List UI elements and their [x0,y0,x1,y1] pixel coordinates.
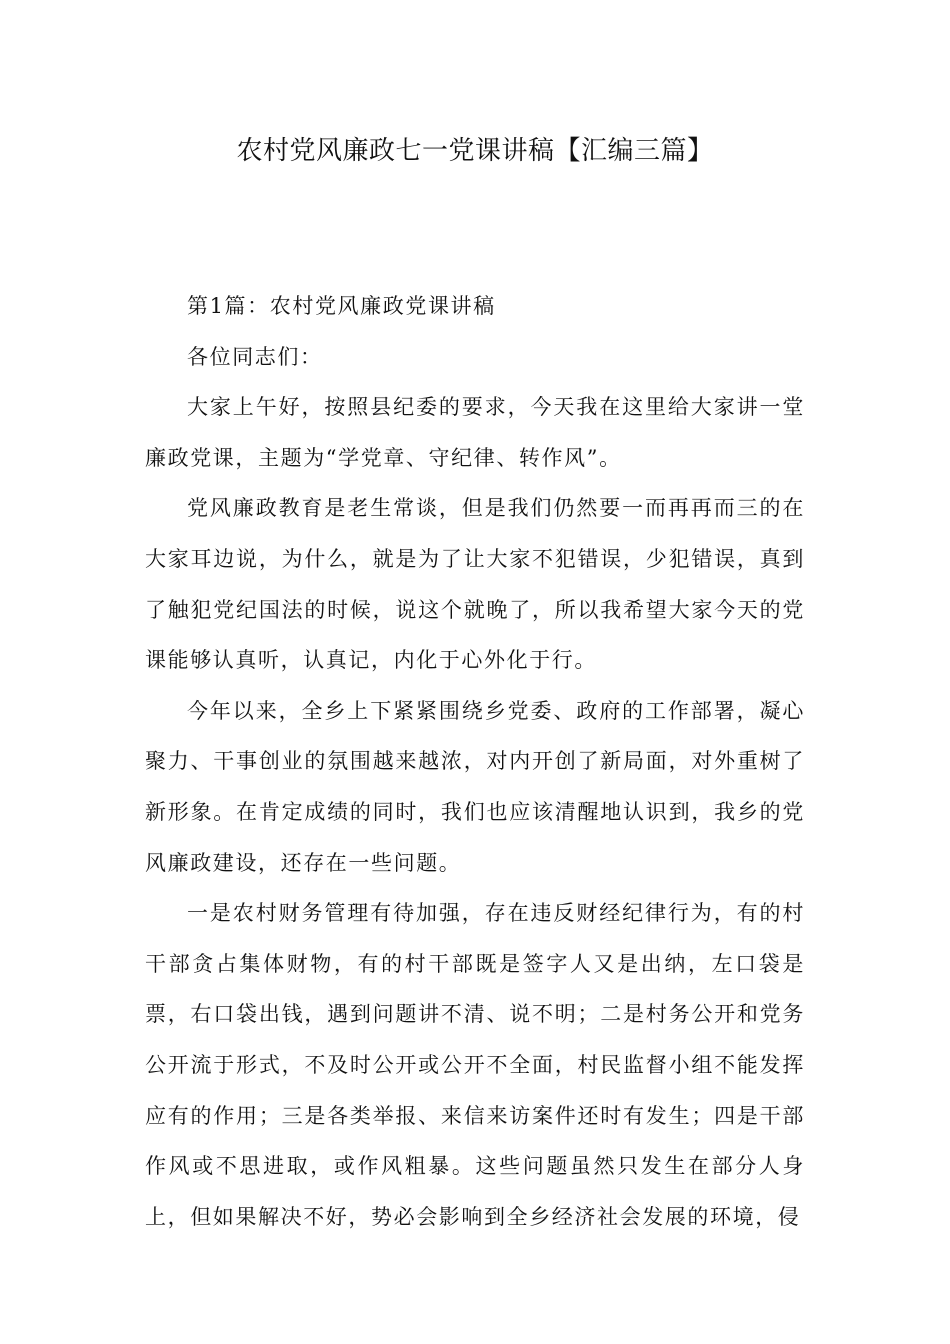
paragraph: 大家上午好，按照县纪委的要求，今天我在这里给大家讲一堂廉政党课，主题为“学党章、守纪律、转作风”。 [145,395,805,470]
paragraph: 党风廉政教育是老生常谈，但是我们仍然要一而再再而三的在大家耳边说，为什么，就是为了让大家不犯错误，少犯错误，真到了触犯党纪国法的时候，说这个就晚了，所以我希望大家今天的党课能够认真听，认真记，内化于心外化于行。 [145,496,805,673]
paragraph: 今年以来，全乡上下紧紧围绕乡党委、政府的工作部署，凝心聚力、干事创业的氛围越来越浓，对内开创了新局面，对外重树了新形象。在肯定成绩的同时，我们也应该清醒地认识到，我乡的党风廉政建设，还存在一些问题。 [145,698,805,875]
document-body [145,281,805,1242]
salutation: 各位同志们： [187,344,323,369]
section-heading: 第1篇：农村党风廉政党课讲稿 [187,294,496,318]
document-title: 农村党风廉政七一党课讲稿【汇编三篇】 [236,136,714,166]
paragraph: 一是农村财务管理有待加强，存在违反财经纪律行为，有的村干部贪占集体财物，有的村干部既是签字人又是出纳，左口袋是票，右口袋出钱，遇到问题讲不清、说不明；二是村务公开和党务公开流于形式，不及时公开或公开不全面，村民监督小组不能发挥应有的作用；三是各类举报、来信来访案件还时有发生；四是干部作风或不思进取，或作风粗暴。这些问题虽然只发生在部分人身上，但如果解决不好，势必会影响到全乡经济社会发展的环境，侵 [145,901,805,1229]
